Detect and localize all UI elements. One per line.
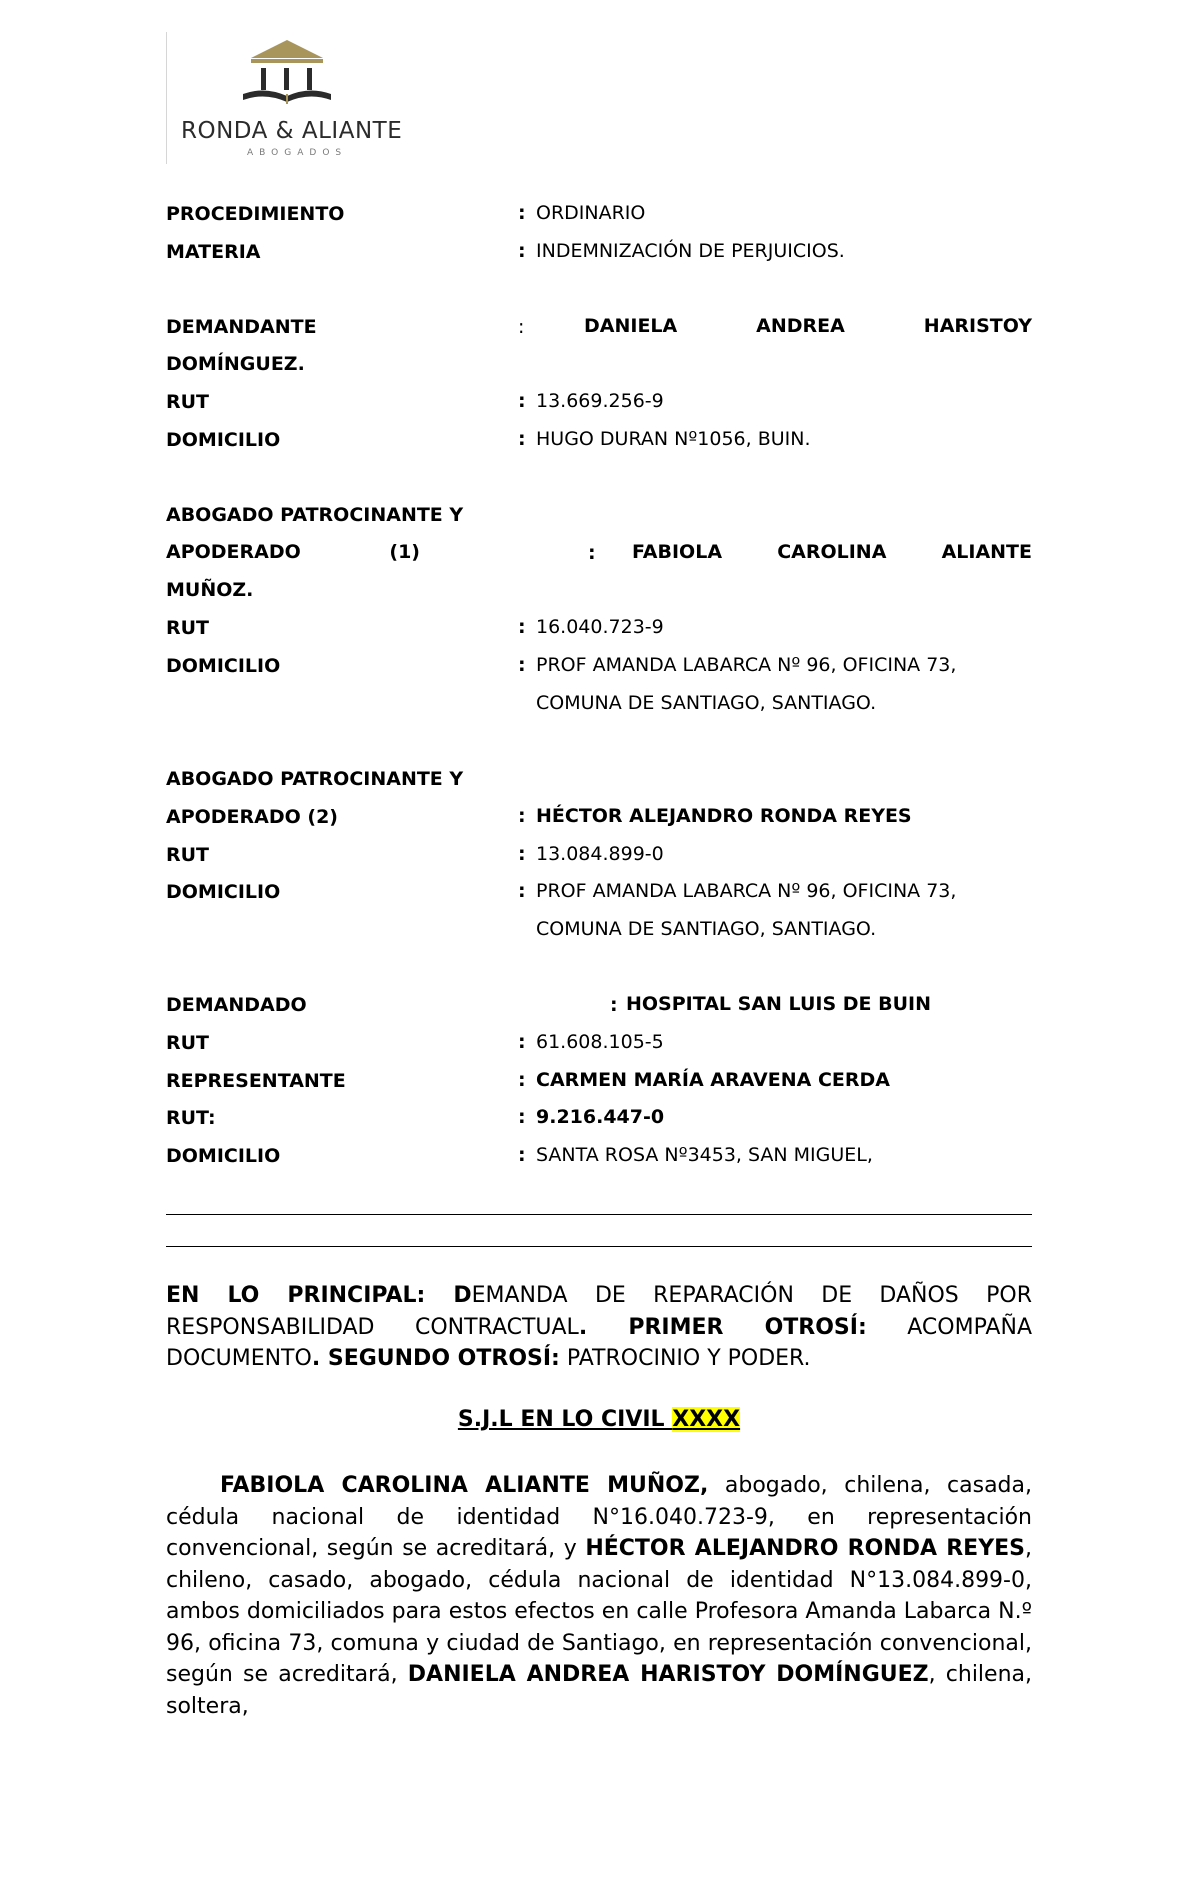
demandado-rut: 61.608.105-5	[536, 1031, 664, 1053]
abogado2-label: ABOGADO PATROCINANTE Y	[166, 768, 464, 790]
demandante-label: DEMANDANTE	[166, 316, 317, 338]
abogado2-label2: APODERADO (2)	[166, 806, 338, 828]
abogado2-rut: 13.084.899-0	[536, 843, 664, 865]
materia-value: INDEMNIZACIÓN DE PERJUICIOS.	[536, 240, 845, 262]
abogado1-rut: 16.040.723-9	[536, 616, 664, 638]
demandado-rut-label: RUT	[166, 1032, 210, 1054]
demandante-domicilio: HUGO DURAN Nº1056, BUIN.	[536, 428, 811, 450]
abogado2-domicilio-line1: PROF AMANDA LABARCA Nº 96, OFICINA 73,	[536, 880, 957, 902]
body-paragraph: FABIOLA CAROLINA ALIANTE MUÑOZ, abogado, chilena, casada, cédula nacional de identidad N°16.040.723-9, en representación convencional, según se acreditará, y HÉCTOR ALEJANDRO RONDA REYES, chileno, casado, abogado, cédula nacional de identidad N°13.084.899-0, ambos domiciliados para estos efectos en calle Profesora Amanda Labarca N.º 96, oficina 73, comuna y ciudad de Santiago, en representación convencional, según se acreditará, DANIELA ANDREA HARISTOY DOMÍNGUEZ, chilena, soltera,	[166, 1473, 1033, 1719]
firm-name: RONDA & ALIANTE	[181, 118, 403, 144]
abogado1-name-rest: MUÑOZ.	[166, 579, 254, 601]
demandado-name: HOSPITAL SAN LUIS DE BUIN	[626, 993, 932, 1015]
demandado-domicilio-label: DOMICILIO	[166, 1145, 281, 1167]
representante-rut: 9.216.447-0	[536, 1106, 665, 1128]
demandado-domicilio: SANTA ROSA Nº3453, SAN MIGUEL,	[536, 1144, 873, 1166]
procedimiento-label: PROCEDIMIENTO	[166, 203, 345, 225]
abogado1-name: FABIOLA CAROLINA ALIANTE	[632, 541, 1032, 563]
firm-subtitle: ABOGADOS	[247, 148, 348, 158]
demandante-name-rest: DOMÍNGUEZ.	[166, 353, 305, 375]
court-title: S.J.L EN LO CIVIL XXXX	[457, 1407, 741, 1432]
case-caption: PROCEDIMIENTO : ORDINARIO MATERIA : INDEMNIZACIÓN DE PERJUICIOS. DEMANDANTE : DANIELA ANDREA HARISTOY DOMÍNGUEZ. RUT : 13.669.256-9 DOMICILIO : HUGO DURAN Nº1056, BUIN. ABOGADO PATROCINANTE Y APODERADO (1) : FABIOLA CAROLINA ALIANTE MUÑOZ. RUT : 16.040.723-9 DOMICILIO : PROF AMANDA LABARCA Nº 96, OFICINA 73, COMUNA DE SANTIAGO, SANTIAGO. ABOGADO PATROCINANTE Y APODERADO (2) : HÉCTOR ALEJANDRO RONDA REYES RUT : 13.084.899-0 DOMICILIO : PROF AMANDA LABARCA Nº 96, OFICINA 73, COMUNA DE SANTIAGO, SANTIAGO. DEMANDADO : HOSPITAL SAN LUIS DE BUIN RUT : 61.608.105-5 REPRESENTANTE : CARMEN MARÍA ARAVENA CERDA RUT: : 9.216.447-0 DOMICILIO : SANTA ROSA Nº3453, SAN MIGUEL,	[166, 202, 1032, 1167]
divider-rule	[166, 1214, 1032, 1215]
demandante-name: DANIELA ANDREA HARISTOY	[584, 315, 1032, 337]
abogado2-domicilio-line2: COMUNA DE SANTIAGO, SANTIAGO.	[536, 918, 877, 940]
demandante-rut: 13.669.256-9	[536, 390, 664, 412]
divider-rule	[166, 1246, 1032, 1247]
court-number-placeholder: XXXX	[672, 1407, 741, 1432]
materia-label: MATERIA	[166, 241, 261, 263]
summary-paragraph: EN LO PRINCIPAL: DEMANDA DE REPARACIÓN DE DAÑOS POR RESPONSABILIDAD CONTRACTUAL. PRIMER OTROSÍ: ACOMPAÑA DOCUMENTO. SEGUNDO OTROSÍ: PATROCINIO Y PODER.	[166, 1283, 1032, 1371]
representante-rut-label: RUT:	[166, 1107, 216, 1129]
representante-label: REPRESENTANTE	[166, 1070, 346, 1092]
procedimiento-value: ORDINARIO	[536, 202, 646, 224]
demandante-rut-label: RUT	[166, 391, 210, 413]
abogado1-domicilio-label: DOMICILIO	[166, 655, 281, 677]
abogado1-label2: APODERADO (1)	[166, 541, 420, 563]
abogado2-name: HÉCTOR ALEJANDRO RONDA REYES	[536, 805, 912, 827]
abogado2-domicilio-label: DOMICILIO	[166, 881, 281, 903]
abogado1-domicilio-line1: PROF AMANDA LABARCA Nº 96, OFICINA 73,	[536, 654, 957, 676]
representante-name: CARMEN MARÍA ARAVENA CERDA	[536, 1069, 890, 1091]
demandante-domicilio-label: DOMICILIO	[166, 429, 281, 451]
abogado1-rut-label: RUT	[166, 617, 210, 639]
abogado1-domicilio-line2: COMUNA DE SANTIAGO, SANTIAGO.	[536, 692, 877, 714]
abogado1-label: ABOGADO PATROCINANTE Y	[166, 504, 464, 526]
abogado2-rut-label: RUT	[166, 844, 210, 866]
demandado-label: DEMANDADO	[166, 994, 307, 1016]
